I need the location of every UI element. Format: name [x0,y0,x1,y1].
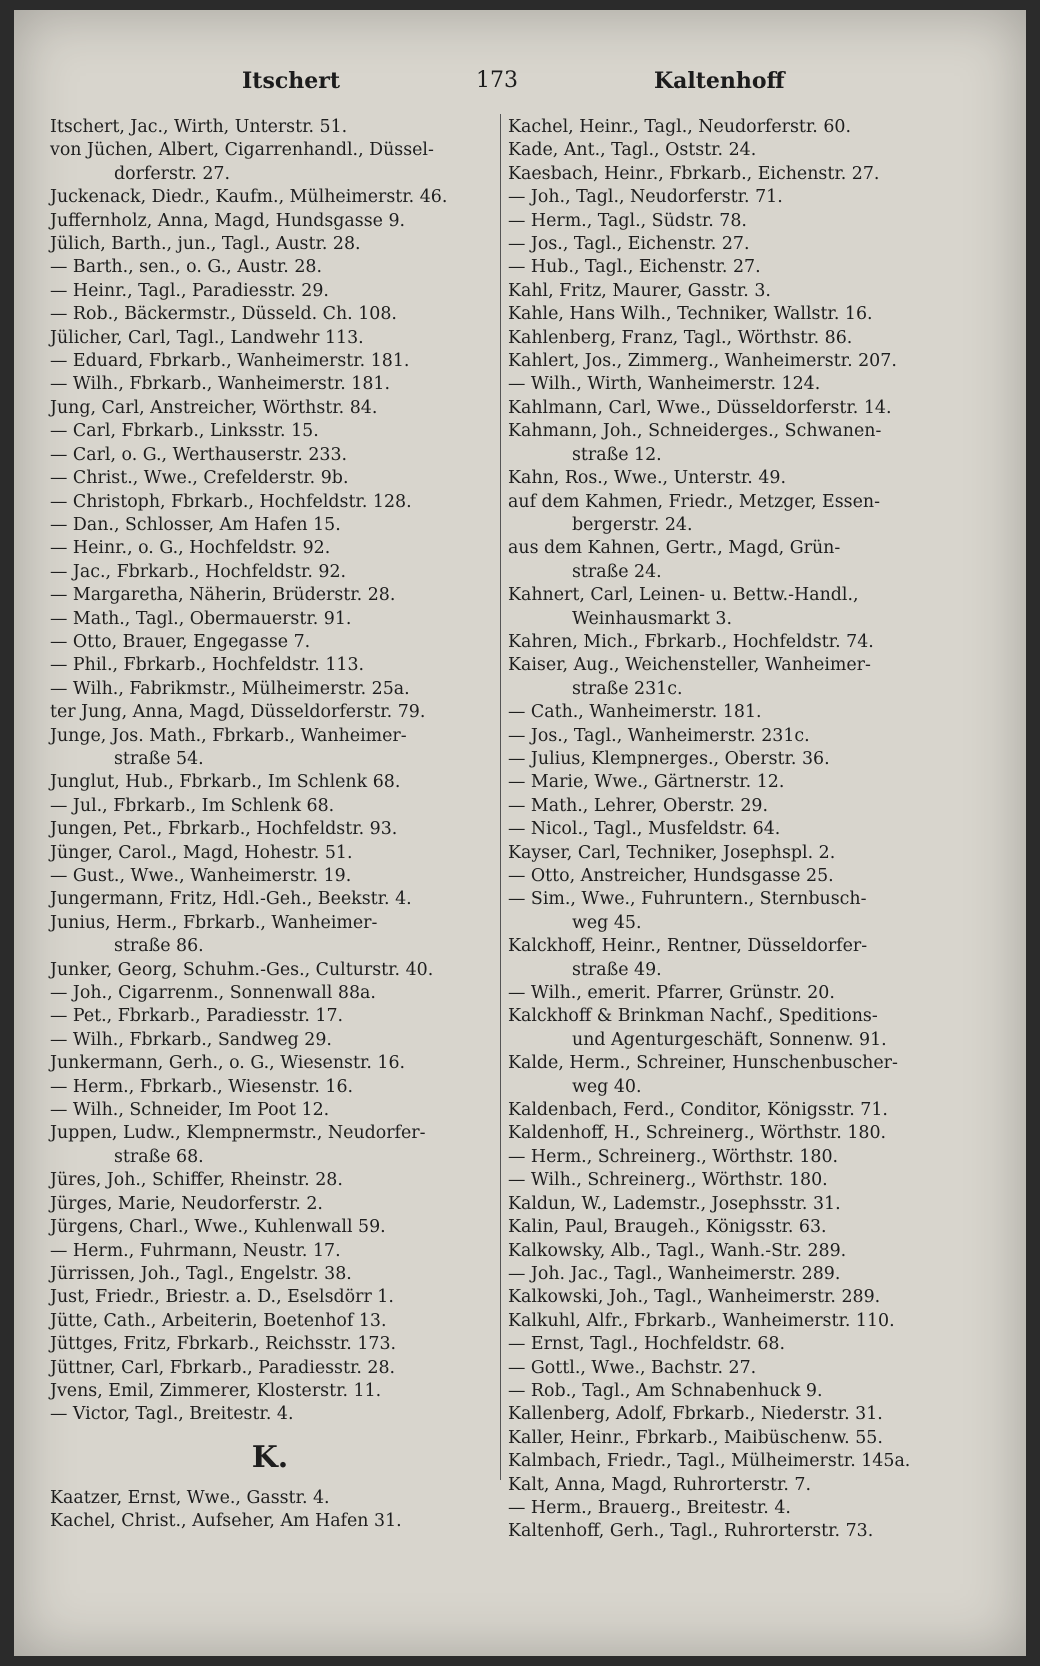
directory-entry: — Herm., Tagl., Südstr. 78. [508,210,747,231]
section-letter: K. [251,1439,289,1475]
directory-entry: Jülich, Barth., jun., Tagl., Austr. 28. [50,234,361,255]
directory-entry: Kallenberg, Adolf, Fbrkarb., Niederstr. 31. [508,1404,883,1425]
directory-entry: — Jul., Fbrkarb., Im Schlenk 68. [50,795,335,816]
directory-entry: — Wilh., Fabrikmstr., Mülheimerstr. 25a. [50,678,410,699]
directory-entry: Jünger, Carol., Magd, Hohestr. 51. [50,842,353,863]
directory-entry: — Carl, o. G., Werthauserstr. 233. [50,444,348,465]
directory-entry: Kayser, Carl, Techniker, Josephspl. 2. [508,842,836,863]
column-divider [500,114,501,1480]
directory-entry: Junker, Georg, Schuhm.-Ges., Culturstr. 40. [50,959,434,980]
directory-entry: Kahl, Fritz, Maurer, Gasstr. 3. [508,280,771,301]
directory-entry: Kachel, Heinr., Tagl., Neudorferstr. 60. [508,117,852,137]
directory-entry: — Joh., Cigarrenm., Sonnenwall 88a. [50,983,376,1004]
directory-entry: — Wilh., Schreinerg., Wörthstr. 180. [508,1170,828,1191]
directory-entry: Kaesbach, Heinr., Fbrkarb., Eichenstr. 27. [508,163,880,184]
directory-entry: Kaldenhoff, H., Schreinerg., Wörthstr. 180. [508,1123,887,1144]
directory-entry: — Math., Tagl., Obermauerstr. 91. [50,608,352,629]
directory-entry: Junglut, Hub., Fbrkarb., Im Schlenk 68. [50,772,401,793]
directory-entry: Junkermann, Gerh., o. G., Wiesenstr. 16. [50,1053,406,1074]
directory-entry: Kalkuhl, Alfr., Fbrkarb., Wanheimerstr. 110. [508,1310,895,1331]
directory-entry: — Otto, Anstreicher, Hundsgasse 25. [508,866,834,886]
directory-entry: — Wilh., Fbrkarb., Sandweg 29. [50,1029,332,1050]
right-column [508,116,1006,1544]
directory-entry: — Phil., Fbrkarb., Hochfeldstr. 113. [50,655,365,676]
directory-entry: Jüres, Joh., Schiffer, Rheinstr. 28. [50,1170,343,1191]
directory-entry: straße 12. [572,444,662,465]
directory-entry: Kaller, Heinr., Fbrkarb., Maibüschenw. 55. [508,1427,883,1448]
directory-entry: — Victor, Tagl., Breitestr. 4. [50,1404,294,1425]
directory-entry: Kaatzer, Ernst, Wwe., Gasstr. 4. [50,1487,330,1508]
page-header [14,68,1026,102]
directory-entry: und Agenturgeschäft, Sonnenw. 91. [572,1029,887,1050]
directory-entry: Kalckhoff & Brinkman Nachf., Speditions- [508,1006,878,1027]
directory-entry: Junius, Herm., Fbrkarb., Wanheimer- [50,912,378,933]
directory-entry: — Herm., Fbrkarb., Wiesenstr. 16. [50,1076,354,1097]
directory-entry: Jülicher, Carl, Tagl., Landwehr 113. [50,327,364,348]
directory-entry: — Math., Lehrer, Oberstr. 29. [508,795,768,816]
directory-entry: straße 49. [572,959,662,980]
directory-entry: — Julius, Klempnerges., Oberstr. 36. [508,748,830,769]
directory-entry: — Herm., Brauerg., Breitestr. 4. [508,1497,791,1518]
directory-entry: — Joh., Tagl., Neudorferstr. 71. [508,187,783,208]
directory-entry: — Wilh., Fbrkarb., Wanheimerstr. 181. [50,374,391,395]
directory-entry: Kaldenbach, Ferd., Conditor, Königsstr. 71. [508,1100,888,1121]
directory-entry: Kaiser, Aug., Weichensteller, Wanheimer- [508,655,871,676]
directory-entry: Kahle, Hans Wilh., Techniker, Wallstr. 16. [508,304,873,325]
directory-entry: — Jos., Tagl., Wanheimerstr. 231c. [508,725,810,746]
directory-entry: — Heinr., Tagl., Paradiesstr. 29. [50,280,329,301]
directory-entry: — Wilh., Schneider, Im Poot 12. [50,1100,330,1121]
directory-entry: Kalde, Herm., Schreiner, Hunschenbuscher- [508,1053,898,1074]
directory-entry: Kahmann, Joh., Schneiderges., Schwanen- [508,421,882,442]
directory-entry: Kalkowsky, Alb., Tagl., Wanh.-Str. 289. [508,1240,847,1261]
directory-entry: — Marie, Wwe., Gärtnerstr. 12. [508,772,785,793]
directory-entry: Kalin, Paul, Braugeh., Königsstr. 63. [508,1217,827,1238]
directory-entry: — Jos., Tagl., Eichenstr. 27. [508,234,750,255]
directory-entry: weg 40. [572,1076,642,1097]
directory-entry: — Pet., Fbrkarb., Paradiesstr. 17. [50,1006,344,1027]
directory-entry: straße 68. [114,1146,204,1167]
header-left-keyword: Itschert [242,68,340,94]
directory-entry: — Wilh., emerit. Pfarrer, Grünstr. 20. [508,983,835,1004]
directory-entry: straße 231c. [572,678,683,699]
directory-entry: — Dan., Schlosser, Am Hafen 15. [50,514,341,535]
directory-entry: Kachel, Christ., Aufseher, Am Hafen 31. [50,1511,402,1532]
directory-entry: straße 54. [114,748,204,769]
directory-entry: — Wilh., Wirth, Wanheimerstr. 124. [508,374,821,395]
directory-entry: — Rob., Tagl., Am Schnabenhuck 9. [508,1380,823,1401]
directory-entry: Jürges, Marie, Neudorferstr. 2. [50,1193,323,1214]
directory-entry: — Nicol., Tagl., Musfeldstr. 64. [508,819,781,840]
directory-entry: — Herm., Schreinerg., Wörthstr. 180. [508,1146,839,1167]
directory-entry: Junge, Jos. Math., Fbrkarb., Wanheimer- [50,725,407,746]
directory-entry: ter Jung, Anna, Magd, Düsseldorferstr. 79. [50,702,426,723]
directory-entry: — Heinr., o. G., Hochfeldstr. 92. [50,538,331,559]
directory-entry: bergerstr. 24. [572,514,693,535]
directory-entry: Jvens, Emil, Zimmerer, Klosterstr. 11. [50,1380,382,1401]
directory-entry: aus dem Kahnen, Gertr., Magd, Grün- [508,538,841,559]
left-column [50,116,490,1534]
directory-entry: Kahnert, Carl, Leinen- u. Bettw.-Handl., [508,585,859,606]
header-right-keyword: Kaltenhoff [654,68,785,94]
directory-entry: Kaldun, W., Lademstr., Josephsstr. 31. [508,1193,841,1214]
directory-entry: — Christoph, Fbrkarb., Hochfeldstr. 128. [50,491,412,512]
directory-page [14,10,1026,1656]
directory-entry: Jürrissen, Joh., Tagl., Engelstr. 38. [50,1263,352,1284]
directory-entry: — Jac., Fbrkarb., Hochfeldstr. 92. [50,561,347,582]
directory-entry: — Margaretha, Näherin, Brüderstr. 28. [50,585,396,606]
directory-entry: Juckenack, Diedr., Kaufm., Mülheimerstr. 46. [50,187,448,208]
page-number: 173 [476,68,518,93]
directory-entry: Kahlenberg, Franz, Tagl., Wörthstr. 86. [508,327,853,348]
directory-entry: — Sim., Wwe., Fuhruntern., Sternbusch- [508,889,867,910]
directory-entry: Juffernholz, Anna, Magd, Hundsgasse 9. [50,210,406,231]
directory-entry: — Otto, Brauer, Engegasse 7. [50,631,311,652]
directory-entry: straße 24. [572,561,662,582]
directory-entry: — Rob., Bäckermstr., Düsseld. Ch. 108. [50,304,397,325]
directory-entry: — Herm., Fuhrmann, Neustr. 17. [50,1240,341,1261]
directory-entry: Jüttner, Carl, Fbrkarb., Paradiesstr. 28. [50,1357,396,1378]
directory-entry: Kade, Ant., Tagl., Oststr. 24. [508,140,757,161]
directory-entry: von Jüchen, Albert, Cigarrenhandl., Düssel- [50,140,434,161]
directory-entry: Jungermann, Fritz, Hdl.-Geh., Beekstr. 4. [50,889,412,910]
directory-entry: Juppen, Ludw., Klempnermstr., Neudorfer- [50,1123,426,1144]
directory-entry: — Cath., Wanheimerstr. 181. [508,702,762,723]
directory-entry: Jungen, Pet., Fbrkarb., Hochfeldstr. 93. [50,819,398,840]
directory-entry: Jung, Carl, Anstreicher, Wörthstr. 84. [50,397,378,418]
directory-entry: Kalmbach, Friedr., Tagl., Mülheimerstr. 145a. [508,1451,911,1472]
directory-entry: — Joh. Jac., Tagl., Wanheimerstr. 289. [508,1263,841,1284]
directory-entry: Kahlmann, Carl, Wwe., Düsseldorferstr. 14. [508,397,892,418]
directory-entry: straße 86. [114,936,204,957]
directory-entry: Just, Friedr., Briestr. a. D., Eselsdörr 1. [50,1287,394,1308]
directory-entry: — Eduard, Fbrkarb., Wanheimerstr. 181. [50,351,410,372]
directory-entry: Jürgens, Charl., Wwe., Kuhlenwall 59. [50,1217,386,1238]
directory-entry: dorferstr. 27. [114,163,230,184]
directory-entry: Kahlert, Jos., Zimmerg., Wanheimerstr. 207. [508,351,897,372]
directory-entry: Kalkowski, Joh., Tagl., Wanheimerstr. 289. [508,1287,881,1308]
directory-entry: — Carl, Fbrkarb., Linksstr. 15. [50,421,319,442]
directory-entry: Jütte, Cath., Arbeiterin, Boetenhof 13. [50,1310,387,1331]
directory-entry: — Christ., Wwe., Crefelderstr. 9b. [50,468,349,489]
directory-entry: — Gottl., Wwe., Bachstr. 27. [508,1357,757,1378]
directory-entry: Jüttges, Fritz, Fbrkarb., Reichsstr. 173. [50,1334,397,1355]
directory-entry: Kaltenhoff, Gerh., Tagl., Ruhrorterstr. 73. [508,1521,874,1542]
directory-entry: — Ernst, Tagl., Hochfeldstr. 68. [508,1334,786,1355]
directory-entry: Kahn, Ros., Wwe., Unterstr. 49. [508,468,787,489]
directory-entry: Weinhausmarkt 3. [572,608,733,629]
directory-entry: Kalt, Anna, Magd, Ruhrorterstr. 7. [508,1474,811,1495]
directory-entry: Kalckhoff, Heinr., Rentner, Düsseldorfer- [508,936,868,957]
directory-entry: — Hub., Tagl., Eichenstr. 27. [508,257,761,278]
directory-entry: weg 45. [572,912,642,933]
directory-entry: — Barth., sen., o. G., Austr. 28. [50,257,323,278]
directory-entry: Itschert, Jac., Wirth, Unterstr. 51. [50,117,348,137]
directory-entry: — Gust., Wwe., Wanheimerstr. 19. [50,866,352,886]
directory-entry: Kahren, Mich., Fbrkarb., Hochfeldstr. 74. [508,631,874,652]
directory-entry: auf dem Kahmen, Friedr., Metzger, Essen- [508,491,880,512]
